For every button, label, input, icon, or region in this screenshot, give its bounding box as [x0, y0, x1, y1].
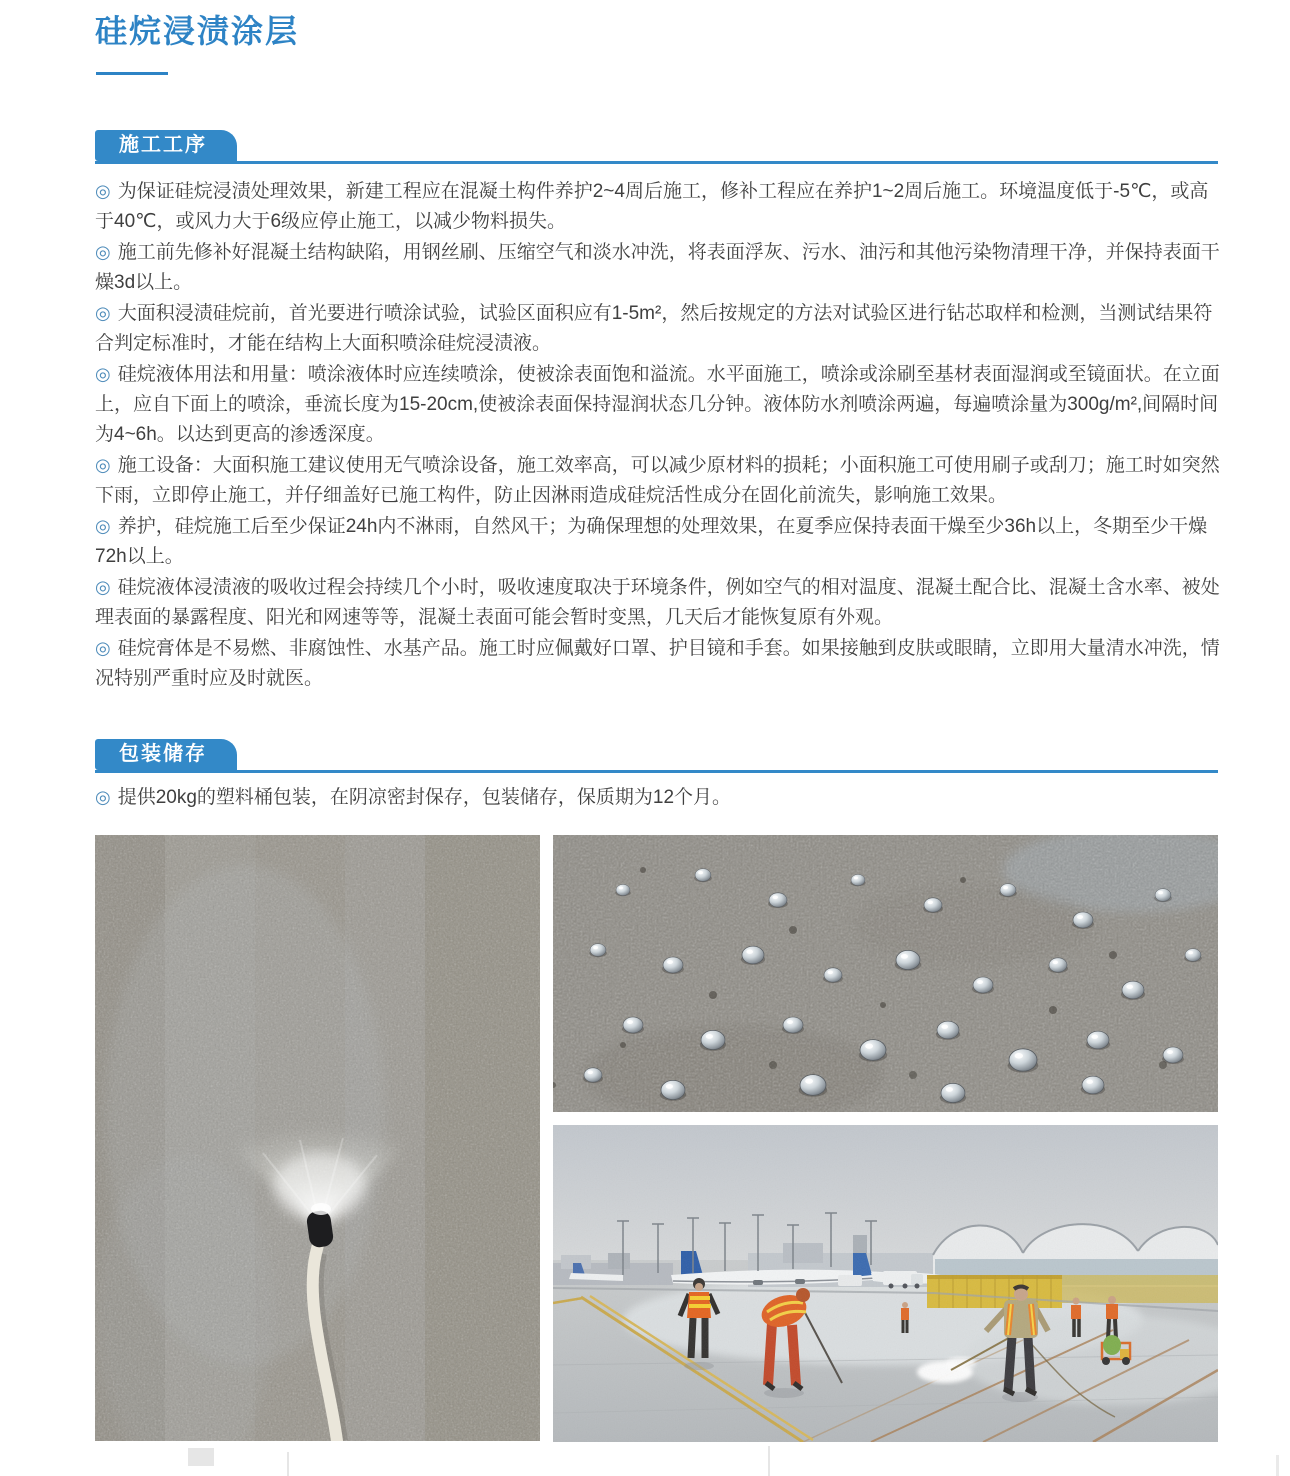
bullet-text: 养护，硅烷施工后至少保证24h内不淋雨，自然风干；为确保理想的处理效果，在夏季应保持表面干燥至少36h以上，冬期至少干燥72h以上。: [95, 516, 1208, 567]
ring-bullet-icon: ◎: [95, 787, 111, 807]
section-head-construction: [95, 130, 1218, 164]
ring-bullet-icon: ◎: [95, 516, 111, 536]
photo-airport-apron-spraying: [553, 1125, 1218, 1442]
bullet-text: 大面积浸渍硅烷前，首光要进行喷涂试验，试验区面积应有1-5m²，然后按规定的方法对试验区进行钻芯取样和检测，当测试结果符合判定标准时，才能在结构上大面积喷涂硅烷浸渍液。: [95, 303, 1213, 354]
title-underline: [96, 72, 168, 75]
bullet-item: [95, 572, 1220, 633]
ring-bullet-icon: ◎: [95, 181, 111, 201]
bullet-text: 硅烷膏体是不易燃、非腐蚀性、水基产品。施工时应佩戴好口罩、护目镜和手套。如果接触到皮肤或眼睛，立即用大量清水冲洗，情况特别严重时应及时就医。: [95, 638, 1220, 689]
bullet-item: [95, 359, 1220, 450]
page-title: 硅烷浸渍涂层: [95, 13, 300, 49]
bullet-item: [95, 511, 1220, 572]
airport-scene-illustration: [553, 1125, 1218, 1442]
water-beads-illustration: [553, 835, 1218, 1112]
photo-gallery: [95, 835, 1218, 1442]
photo-water-beads-concrete: [553, 835, 1218, 1112]
next-page-ghost-mark: [188, 1448, 214, 1466]
photo-column-right: [553, 835, 1218, 1442]
ring-bullet-icon: ◎: [95, 577, 111, 597]
ring-bullet-icon: ◎: [95, 638, 111, 658]
next-page-ghost-mark: [1276, 1455, 1279, 1476]
bullet-text: 施工设备：大面积施工建议使用无气喷涂设备，施工效率高，可以减少原材料的损耗；小面积施工可使用刷子或刮刀；施工时如突然下雨，立即停止施工，并仔细盖好已施工构件，防止因淋雨造成硅烷活性成分在固化前流失，影响施工效果。: [95, 455, 1220, 506]
bullet-item: [95, 237, 1220, 298]
bullet-text: 为保证硅烷浸渍处理效果，新建工程应在混凝土构件养护2~4周后施工，修补工程应在养护1~2周后施工。环境温度低于-5℃，或高于40℃，或风力大于6级应停止施工，以减少物料损失。: [95, 181, 1209, 232]
bullet-item: [95, 298, 1220, 359]
ring-bullet-icon: ◎: [95, 364, 111, 384]
packaging-bullet-list: [95, 782, 1220, 813]
next-page-ghost-mark: [768, 1446, 770, 1476]
bullet-text: 硅烷液体用法和用量：喷涂液体时应连续喷涂，使被涂表面饱和溢流。水平面施工，喷涂或涂刷至基材表面湿润或至镜面状。在立面上，应自下面上的喷涂，垂流长度为15-20cm,使被涂表面保持湿润状态几分钟。液体防水剂喷涂两遍，每遍喷涂量为300g/m²,间隔时间为4~6h。以达到更高的渗透深度。: [95, 364, 1220, 445]
construction-bullet-list: [95, 176, 1220, 694]
ring-bullet-icon: ◎: [95, 455, 111, 475]
photo-silane-spray-wall: [95, 835, 540, 1441]
bullet-text: 提供20kg的塑料桶包装，在阴凉密封保存，包装储存，保质期为12个月。: [117, 787, 732, 808]
bullet-text: 硅烷液体浸渍液的吸收过程会持续几个小时，吸收速度取决于环境条件，例如空气的相对温度、混凝土配合比、混凝土含水率、被处理表面的暴露程度、阳光和网速等等，混凝土表面可能会暂时变黑，几天后才能恢复原有外观。: [95, 577, 1220, 628]
ring-bullet-icon: ◎: [95, 242, 111, 262]
section-head-packaging: [95, 739, 1218, 773]
ring-bullet-icon: ◎: [95, 303, 111, 323]
bullet-text: 施工前先修补好混凝土结构缺陷，用钢丝刷、压缩空气和淡水冲洗，将表面浮灰、污水、油污和其他污染物清理干净，并保持表面干燥3d以上。: [95, 242, 1220, 293]
bullet-item: [95, 176, 1220, 237]
next-page-ghost-mark: [287, 1452, 289, 1476]
bullet-item: [95, 450, 1220, 511]
wall-spray-illustration: [95, 835, 540, 1441]
section-tab-packaging: 包装储存: [95, 739, 237, 770]
section-tab-construction: 施工工序: [95, 130, 237, 161]
bullet-item: [95, 782, 1220, 813]
bullet-item: [95, 633, 1220, 694]
